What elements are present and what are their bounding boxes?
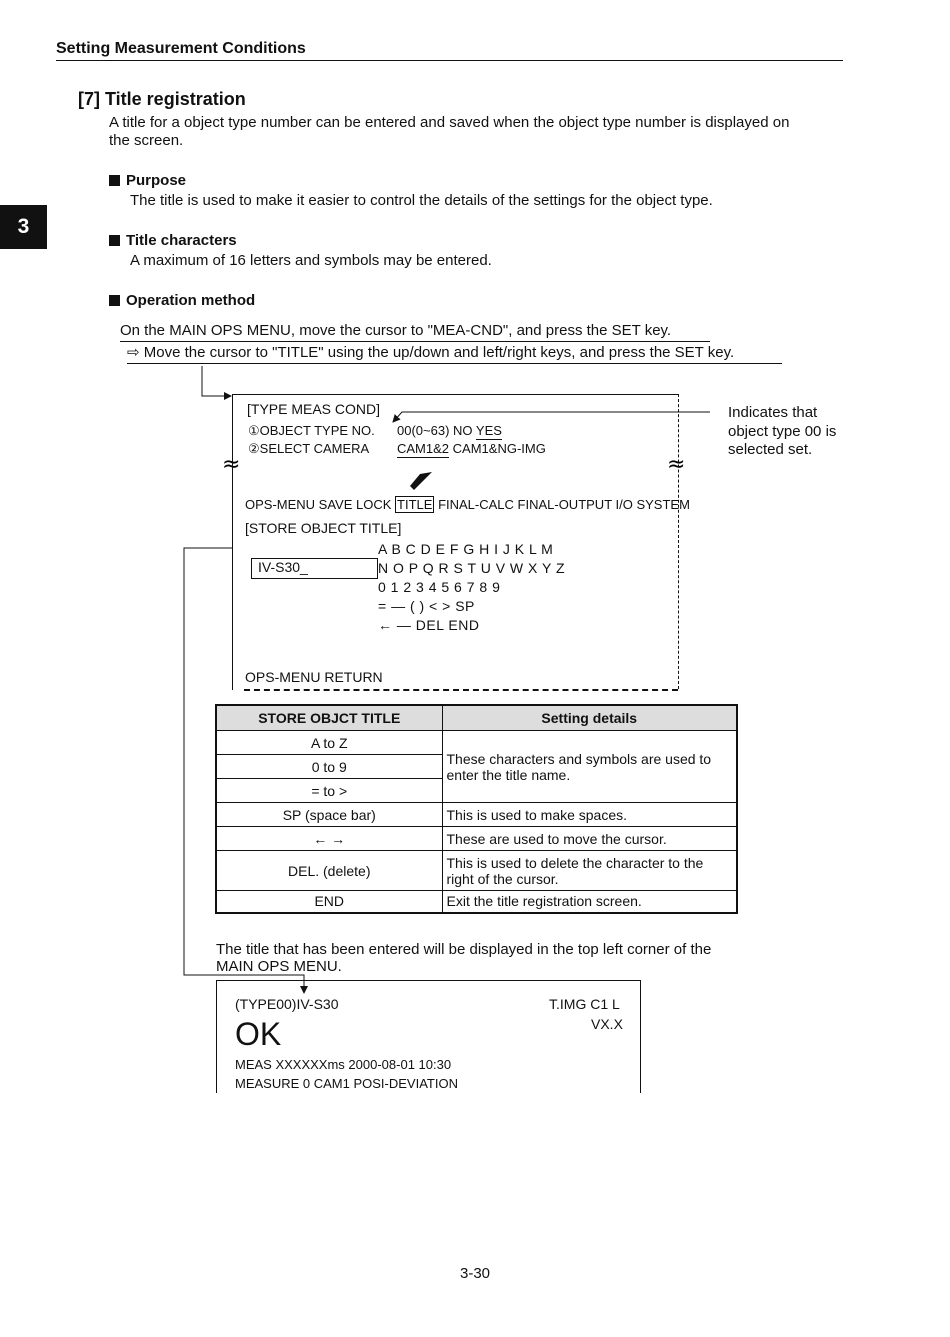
object-type-range: 00(0~63) NO: [397, 423, 473, 438]
camera-selected[interactable]: CAM1&2: [397, 441, 450, 456]
page-number: 3-30: [459, 1265, 491, 1282]
table-cell-detail: This is used to make spaces.: [442, 803, 737, 827]
menu-item-title[interactable]: TITLE: [397, 497, 433, 512]
step-connector-arrow: [202, 366, 231, 396]
keyboard-row-2[interactable]: N O P Q R S T U V W X Y Z: [378, 560, 566, 576]
table-header-row: [216, 705, 737, 731]
operation-step-2-text: Move the cursor to "TITLE" using the up/down and left/right keys, and press the SET key.: [143, 344, 735, 361]
table-row: [216, 731, 737, 755]
table-cell-key: 0 to 9: [216, 755, 442, 779]
table-cell-detail: Exit the title registration screen.: [442, 891, 737, 913]
table-header-cell: STORE OBJCT TITLE: [216, 705, 442, 731]
table-cell-detail: These are used to move the cursor.: [442, 827, 737, 851]
keyboard-row-1[interactable]: A B C D E F G H I J K L M: [378, 541, 554, 557]
screen2-line-2: MEASURE 0 CAM1 POSI-DEVIATION: [235, 1076, 458, 1091]
screen-right-edge: [678, 394, 679, 689]
table-cell-key: = to >: [216, 779, 442, 803]
operation-heading-text: Operation method: [126, 292, 256, 309]
title-keys-table: [215, 704, 738, 914]
screen2-line-1: MEAS XXXXXXms 2000-08-01 10:30: [235, 1057, 452, 1072]
keyboard-row-5[interactable]: ← — DEL END: [378, 617, 480, 633]
intro-line-1: A title for a object type number can be entered and saved when the object type number is displayed on: [109, 114, 790, 131]
table-cell-key: DEL. (delete): [216, 851, 442, 891]
table-cell-key: END: [216, 891, 442, 913]
page-header: Setting Measurement Conditions: [56, 40, 306, 57]
note-line-1: The title that has been entered will be displayed in the top left corner of the: [216, 941, 712, 958]
break-mark-right-icon: ≈: [667, 452, 686, 477]
operation-step-1: On the MAIN OPS MENU, move the cursor to "MEA-CND", and press the SET key.: [120, 322, 710, 342]
object-type-value: [397, 423, 502, 438]
camera-option[interactable]: CAM1&NG-IMG: [452, 441, 546, 456]
object-type-label: ①OBJECT TYPE NO.: [248, 423, 375, 438]
screen2-right-1: T.IMG C1 L: [549, 996, 620, 1012]
screen-header: [TYPE MEAS COND]: [247, 401, 381, 417]
table-cell-key: A to Z: [216, 731, 442, 755]
callout-line-1: Indicates that: [728, 404, 818, 421]
purpose-text: The title is used to make it easier to control the details of the settings for the object type.: [130, 192, 713, 209]
table-cell-detail: This is used to delete the character to the right of the cursor.: [442, 851, 737, 891]
select-camera-label: ②SELECT CAMERA: [248, 441, 370, 456]
table-cell-detail: These characters and symbols are used to enter the title name.: [442, 731, 737, 803]
callout-line-3: selected set.: [728, 441, 813, 458]
title-chars-heading-text: Title characters: [126, 232, 237, 249]
screen2-title: (TYPE00)IV-S30: [235, 996, 339, 1012]
table-row: [216, 827, 737, 851]
chapter-tab: 3: [0, 205, 47, 249]
table-cell-key: ← →: [216, 827, 442, 851]
object-type-selected[interactable]: YES: [475, 423, 502, 438]
intro-line-2: the screen.: [109, 132, 184, 149]
keyboard-row-4[interactable]: = — ( ) < > SP: [378, 598, 475, 614]
table-row: [216, 851, 737, 891]
note-line-2: MAIN OPS MENU.: [216, 958, 342, 975]
screen-footer[interactable]: OPS-MENU RETURN: [245, 669, 383, 685]
table-row: [216, 891, 737, 913]
table-header-cell: Setting details: [442, 705, 737, 731]
screen-bottom-edge: [244, 689, 678, 691]
title-chars-text: A maximum of 16 letters and symbols may be entered.: [130, 252, 492, 269]
hollow-arrow-icon: ⇨: [127, 344, 140, 361]
callout-line-2: object type 00 is: [728, 423, 837, 440]
menu-items-before[interactable]: OPS-MENU SAVE LOCK: [245, 497, 392, 512]
section-title: [7] Title registration: [78, 89, 246, 109]
screen2-status: OK: [235, 1016, 282, 1052]
keyboard-row-3[interactable]: 0 1 2 3 4 5 6 7 8 9: [378, 579, 501, 595]
menu-items-after[interactable]: FINAL-CALC FINAL-OUTPUT I/O SYSTEM: [438, 497, 690, 512]
ops-menu-bar: [245, 497, 690, 512]
table-row: [216, 803, 737, 827]
select-camera-value: [397, 441, 546, 456]
break-mark-left-icon: ≈: [222, 452, 241, 477]
purpose-heading-text: Purpose: [126, 172, 187, 189]
store-title-heading: [STORE OBJECT TITLE]: [245, 520, 402, 536]
screen2-right-2: VX.X: [591, 1016, 623, 1032]
table-cell-key: SP (space bar): [216, 803, 442, 827]
title-input-field[interactable]: IV-S30_: [251, 558, 378, 579]
